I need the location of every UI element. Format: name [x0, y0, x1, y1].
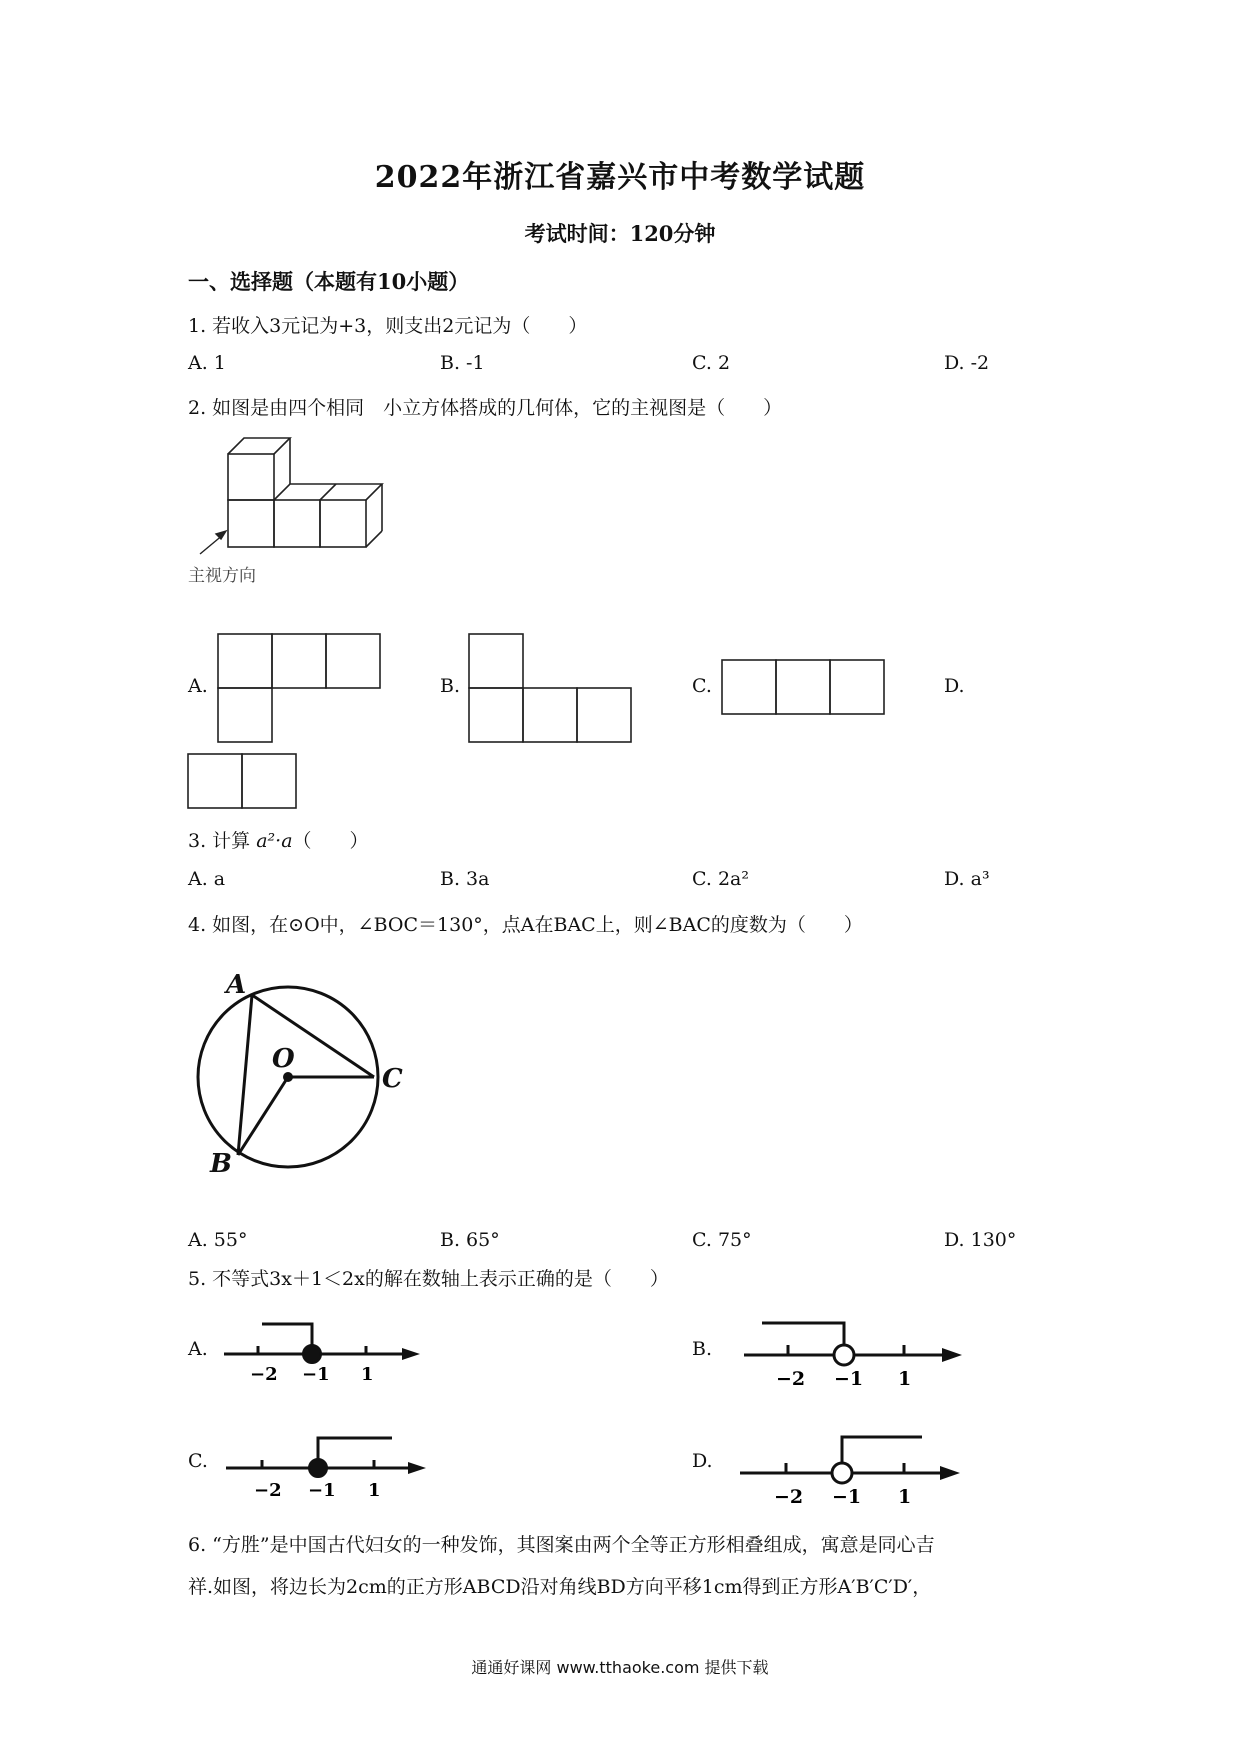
question-5-stem: 5. 不等式3x＋1＜2x的解在数轴上表示正确的是（ ）	[188, 1268, 669, 1290]
question-1-option-b: B. -1	[440, 352, 485, 374]
label-o: O	[272, 1044, 295, 1074]
option-b-front-view	[467, 632, 635, 746]
question-1-option-a: A. 1	[188, 352, 226, 374]
tick-label-neg1: −1	[832, 1486, 862, 1508]
tick-label-neg2: −2	[774, 1486, 804, 1508]
label-a: A	[226, 970, 247, 1000]
question-5-option-d: D.	[692, 1450, 713, 1472]
question-5-option-a: A.	[188, 1338, 208, 1360]
tick-label-neg1: −1	[308, 1480, 336, 1501]
tick-label-1: 1	[898, 1486, 912, 1508]
question-2-option-c: C.	[692, 675, 712, 697]
question-3-stem	[188, 826, 369, 853]
tick-label-neg1: −1	[834, 1368, 864, 1390]
question-3-option-a: A. a	[188, 868, 226, 890]
section-heading: 一、选择题（本题有10小题）	[188, 269, 470, 294]
number-line-c	[222, 1418, 432, 1508]
option-a-front-view	[216, 632, 384, 746]
question-2-option-b: B.	[440, 675, 461, 697]
question-2-option-d: D.	[944, 675, 965, 697]
question-3-option-c: C. 2a²	[692, 868, 749, 890]
question-5-option-c: C.	[188, 1450, 208, 1472]
question-1-option-c: C. 2	[692, 352, 731, 374]
tick-label-1: 1	[368, 1480, 381, 1501]
question-4-option-a: A. 55°	[188, 1229, 248, 1251]
tick-label-1: 1	[361, 1364, 374, 1385]
label-b: B	[210, 1149, 232, 1179]
tick-label-neg2: −2	[254, 1480, 282, 1501]
question-3-option-d: D. a³	[944, 868, 990, 890]
question-2-option-a: A.	[188, 675, 208, 697]
option-c-front-view	[720, 658, 888, 718]
tick-label-neg2: −2	[250, 1364, 278, 1385]
option-d-front-view	[186, 752, 300, 812]
question-6-stem-line-1: 6. “方胜”是中国古代妇女的一种发饰，其图案由两个全等正方形相叠组成，寓意是同心吉	[188, 1534, 935, 1556]
tick-label-neg2: −2	[776, 1368, 806, 1390]
question-3-expression: a²·a	[256, 830, 293, 852]
page-footer: 通通好课网 www.tthaoke.com 提供下载	[471, 1658, 769, 1677]
view-direction-label: 主视方向	[188, 566, 256, 586]
question-4-option-d: D. 130°	[944, 1229, 1017, 1251]
circle-figure	[196, 965, 426, 1185]
tick-label-neg1: −1	[302, 1364, 330, 1385]
question-3-suffix: （ ）	[292, 830, 369, 852]
question-3-prefix: 3. 计算	[188, 830, 257, 852]
tick-label-1: 1	[898, 1368, 912, 1390]
label-c: C	[382, 1064, 403, 1094]
question-1-option-d: D. -2	[944, 352, 990, 374]
exam-duration: 考试时间：120分钟	[524, 221, 716, 246]
number-line-d	[736, 1415, 970, 1515]
question-5-option-b: B.	[692, 1338, 713, 1360]
question-4-option-b: B. 65°	[440, 1229, 500, 1251]
question-4-option-c: C. 75°	[692, 1229, 752, 1251]
number-line-b	[740, 1305, 970, 1395]
question-2-stem: 2. 如图是由四个相同 小立方体搭成的几何体，它的主视图是（ ）	[188, 397, 783, 419]
question-6-stem-line-2: 祥.如图，将边长为2cm的正方形ABCD沿对角线BD方向平移1cm得到正方形A′B′C′D′，	[188, 1576, 932, 1598]
number-line-a	[220, 1308, 430, 1388]
page-title: 2022年浙江省嘉兴市中考数学试题	[374, 160, 866, 195]
question-3-option-b: B. 3a	[440, 868, 490, 890]
question-4-stem: 4. 如图，在⊙O中，∠BOC＝130°，点A在BAC上，则∠BAC的度数为（ ）	[188, 914, 863, 936]
view-direction-arrow-icon	[200, 531, 226, 554]
question-1-stem: 1. 若收入3元记为+3，则支出2元记为（ ）	[188, 315, 588, 337]
